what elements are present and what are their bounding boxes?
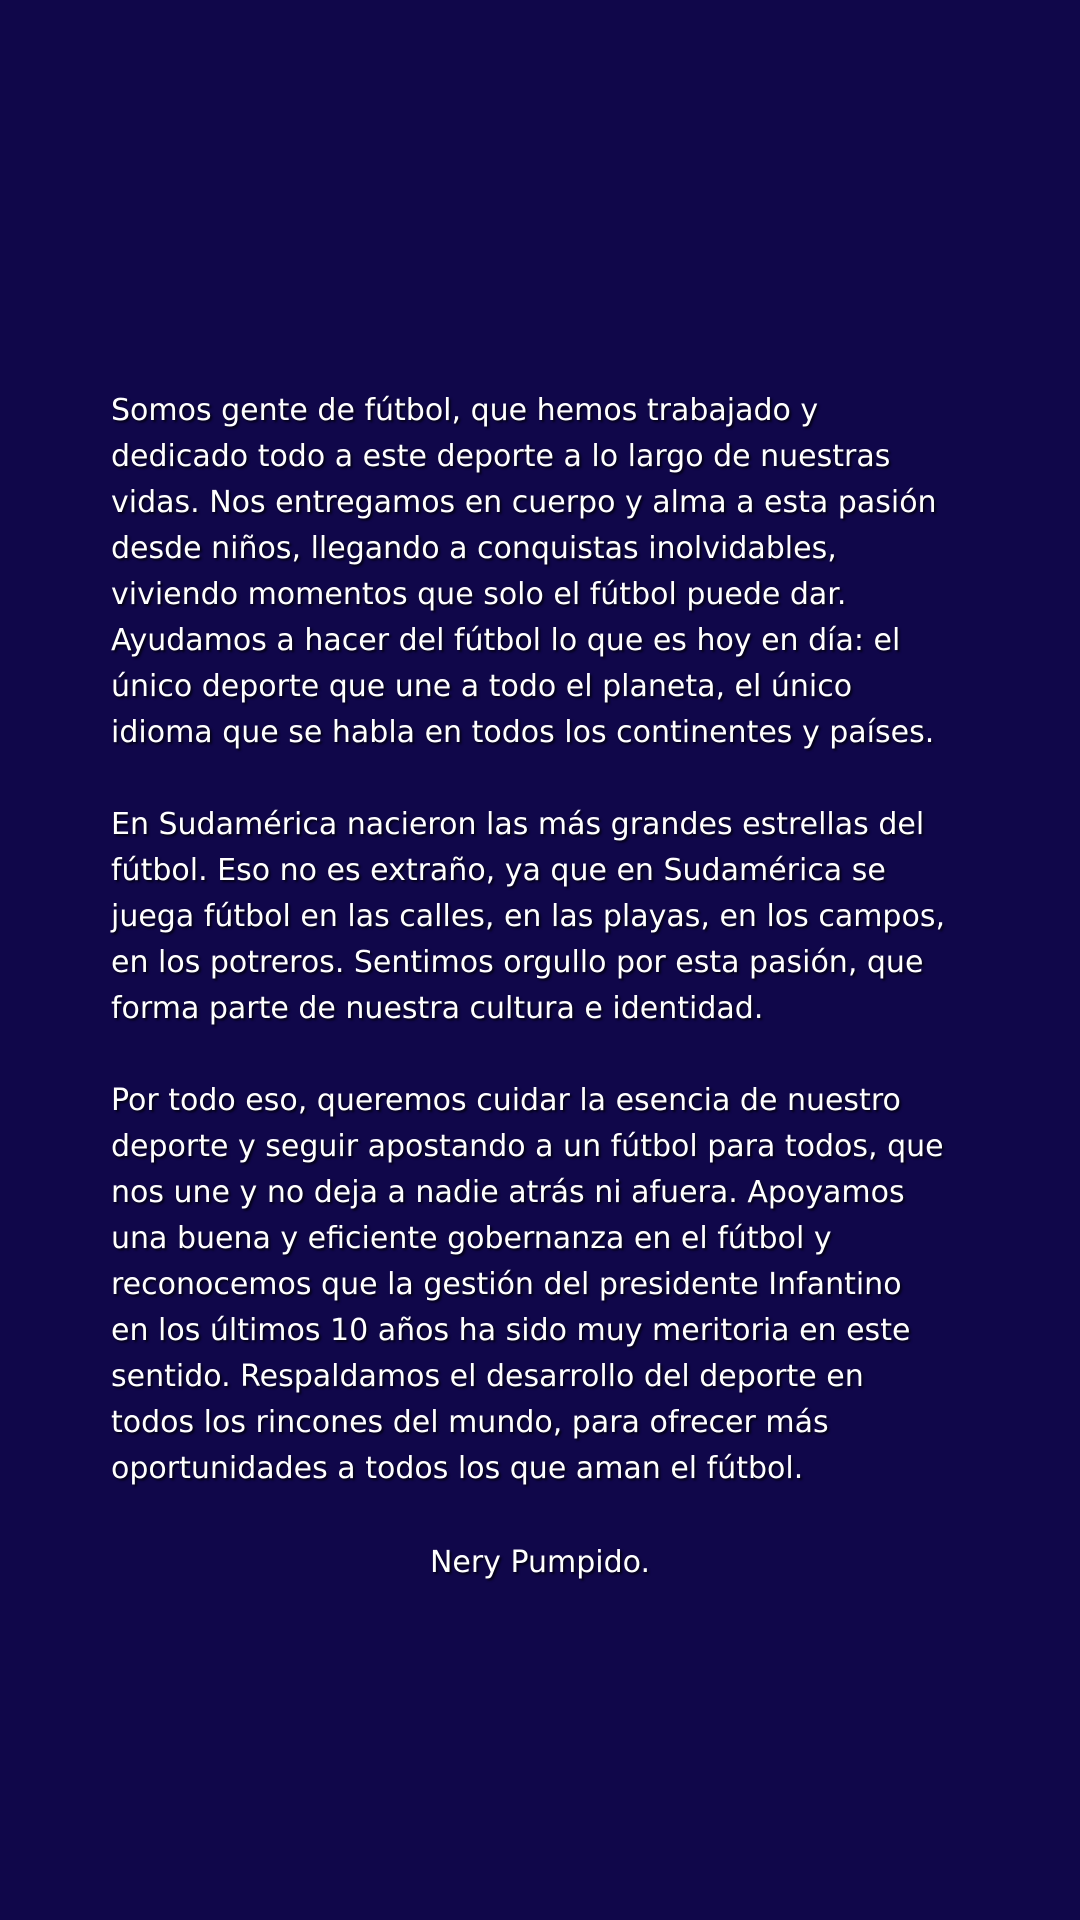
paragraph-football-people: Somos gente de fútbol, que hemos trabajado y dedicado todo a este deporte a lo largo de nuestras vidas. Nos entregamos en cuerpo y alma a esta pasión desde niños, llegando a conquistas inolvidables, viviendo momentos que solo el fútbol puede dar. Ayudamos a hacer del fútbol lo que es hoy en día: el único deporte que une a todo el planeta, el único idioma que se habla en todos los continentes y países. bbox=[111, 393, 937, 750]
statement-body bbox=[111, 388, 991, 1538]
paragraph-governance: Por todo eso, queremos cuidar la esencia de nuestro deporte y seguir apostando a un fútbol para todos, que nos une y no deja a nadie atrás ni afuera. Apoyamos una buena y eficiente gobernanza en el fútbol y reconocemos que la gestión del presidente Infantino en los últimos 10 años ha sido muy meritoria en este sentido. Respaldamos el desarrollo del deporte en todos los rincones del mundo, para ofrecer más oportunidades a todos los que aman el fútbol. bbox=[111, 1083, 944, 1486]
signature: Nery Pumpido. bbox=[429, 1545, 651, 1580]
paragraph-south-america: En Sudamérica nacieron las más grandes estrellas del fútbol. Eso no es extraño, ya que en Sudamérica se juega fútbol en las calles, en las playas, en los campos, en los potreros. Sentimos orgullo por esta pasión, que forma parte de nuestra cultura e identidad. bbox=[111, 807, 945, 1026]
